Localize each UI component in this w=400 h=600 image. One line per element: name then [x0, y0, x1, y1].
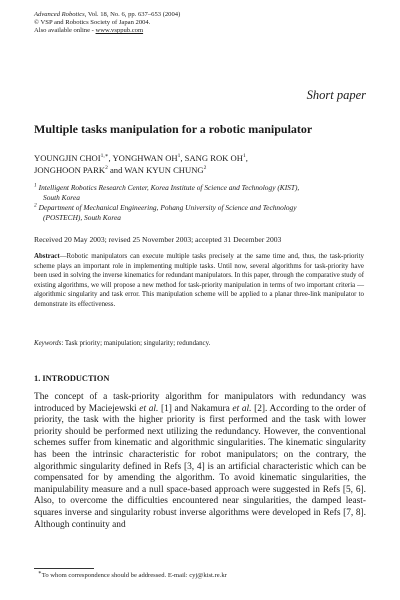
affiliation-1: $^1$ Intelligent Robotics Research Center, Korea Institute of Science and Technology (KIST), South Korea: [34, 182, 300, 202]
footnote: ∗To whom correspondence should be addressed. E-mail: cyj@kist.re.kr: [38, 569, 227, 579]
introduction-text: The concept of a task-priority algorithm for manipulators with redundancy was introduced by Maciejewski et al. [1] and Nakamura et al. [2]. According to the order of priority, the task with the higher priority is first performed and the task with lower priority should be performed next utilizing the redundancy. However, the conventional schemes suffer from kinematic and algorithmic singularities. The kinematic singularity has been the intrinsic characteristic for robot manipulators; on the contrary, the algorithmic singularity defined in Refs [3, 4] is an artificial characteristic which can be compensated for by amending the algorithm. To avoid kinematic singularities, the manipulability measure and a null space-based approach were suggested in Refs [5, 6]. Also, to overcome the difficulties encountered near singularities, the damped least-squares inverse and singularity robust inverse algorithms were developed in Refs [7, 8]. Although continuity and: [34, 392, 366, 530]
abstract: Abstract—Robotic manipulators can execute multiple tasks precisely at the same time and, thus, the task-priority scheme plays an important role in implementing multiple tasks. Until now, several algorithms for task-priority have been used in solving the inverse kinematics for redundant manipulators. In this paper, through the comparative study of existing algorithms, we will propose a new method for task-priority manipulation in terms of two important criteria — algorithmic singularity and task error. This manipulation scheme will be applied to a planar three-link manipulator to demonstrate its effectiveness.: [34, 253, 364, 308]
keywords-label: Keywords: [34, 340, 62, 347]
journal-header: [34, 11, 180, 35]
paper-type: Short paper: [306, 88, 366, 102]
copyright-line: © VSP and Robotics Society of Japan 2004.: [34, 19, 151, 26]
author-list: YOUNGJIN $CHOI^{1,∗}$, YONGHWAN $OH^1$, SANG ROK $OH^1$, JONGHOON PARK$^2$ and WAN KYUN CHUNG$^2$: [34, 153, 248, 175]
affiliation-2: $^2$ Department of Mechanical Engineering, Pohang University of Science and Technology (POSTECH), South Korea: [34, 202, 297, 222]
keywords: Keywords: Task priority; manipulation; singularity; redundancy.: [34, 340, 211, 347]
online-line: Also available online - www.vsppub.com: [34, 27, 144, 34]
received-dates: Received 20 May 2003; revised 25 November 2003; accepted 31 December 2003: [34, 235, 282, 244]
footnote-rule: [34, 568, 94, 569]
abstract-label: Abstract: [34, 253, 60, 260]
paper-title: Multiple tasks manipulation for a robotic manipulator: [34, 122, 313, 136]
section-heading: 1. INTRODUCTION: [34, 374, 110, 383]
journal-name: Advanced Robotics: [34, 11, 85, 18]
journal-citation: Advanced Robotics, Vol. 18, No. 6, pp. 637–653 (2004): [34, 11, 181, 18]
publisher-link[interactable]: www.vsppub.com: [95, 27, 144, 34]
